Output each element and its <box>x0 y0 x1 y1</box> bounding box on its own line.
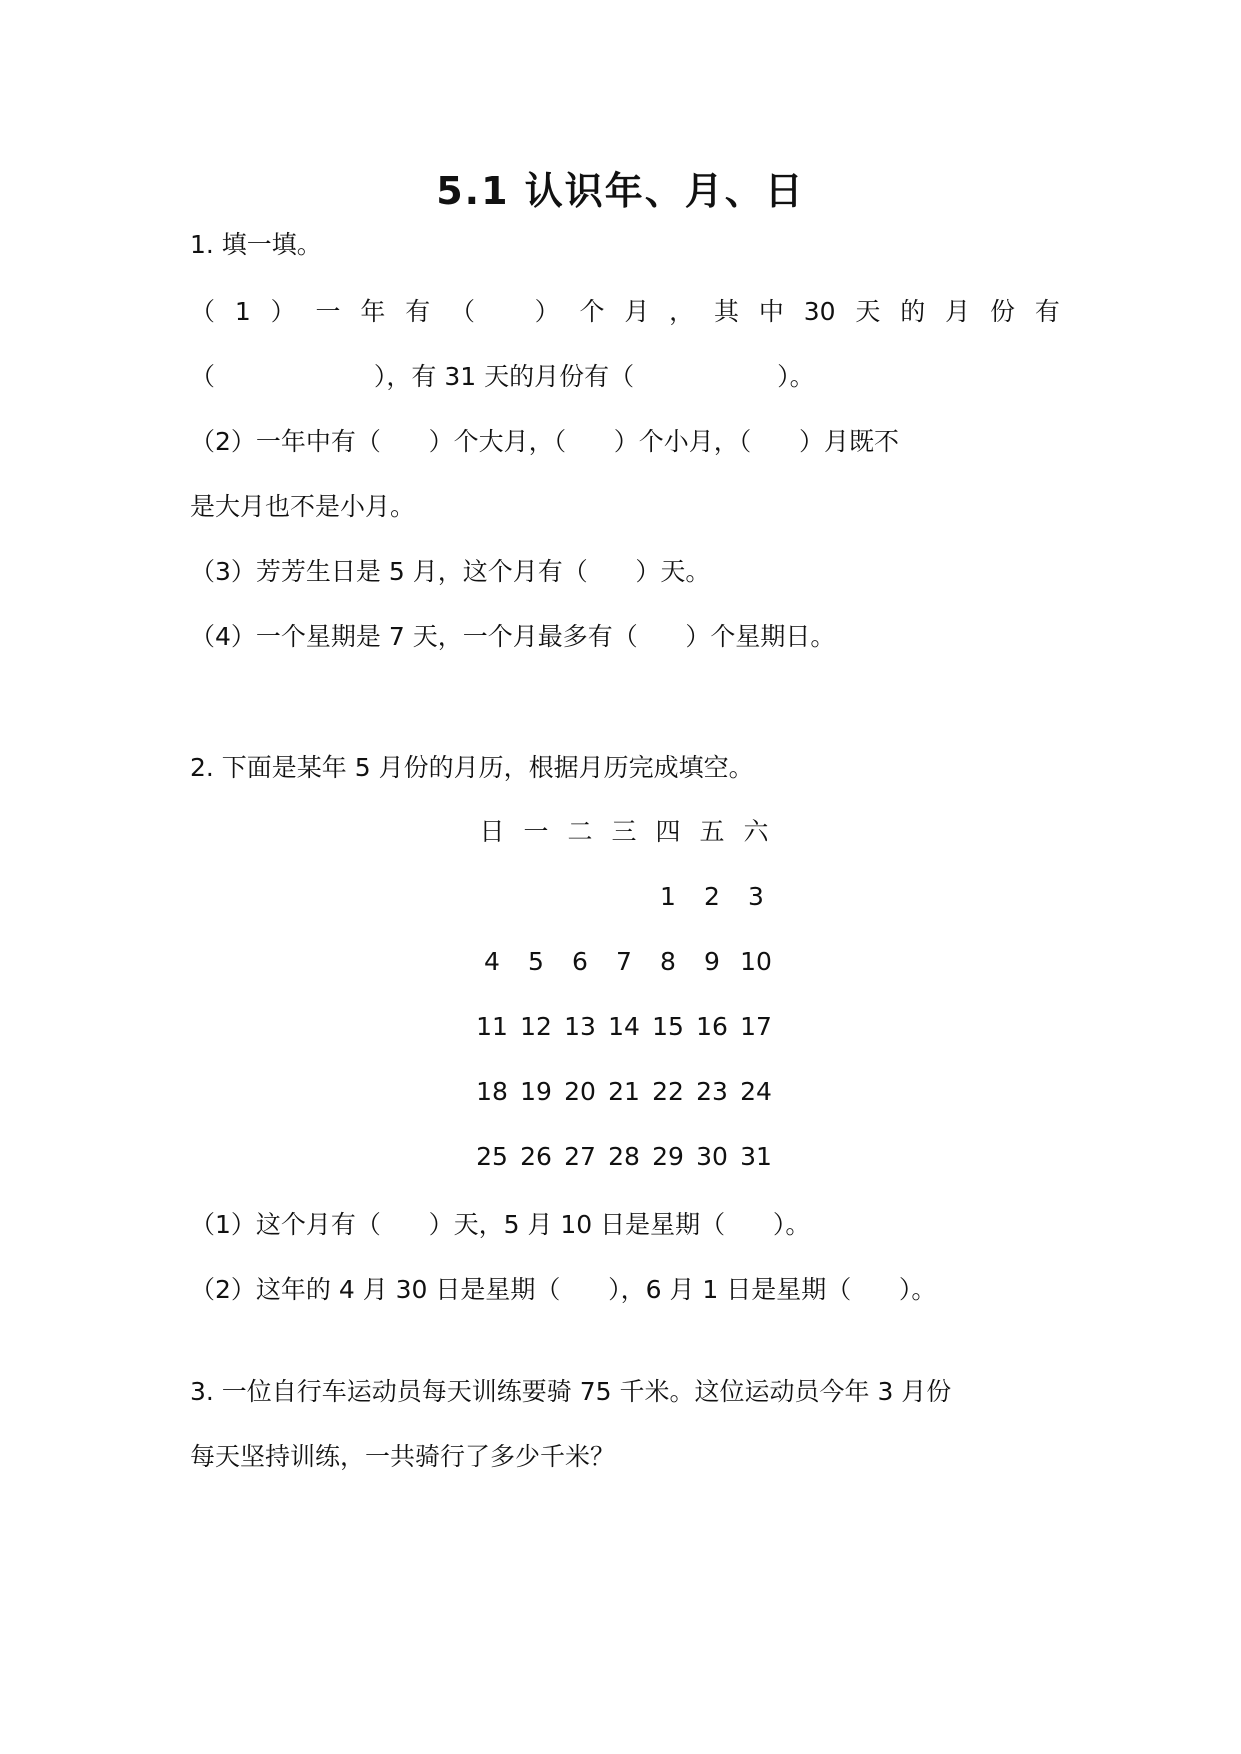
calendar-day: 23 <box>696 1077 728 1106</box>
question-1-part-1-line-2: （ ），有 31 天的月份有（ ）。 <box>190 362 815 391</box>
question-2-part-1: （1）这个月有（ ）天，5 月 10 日是星期（ ）。 <box>190 1210 811 1239</box>
calendar-day: 20 <box>564 1077 596 1106</box>
calendar-day: 16 <box>696 1012 728 1041</box>
text-char: 中 <box>758 297 784 326</box>
text-char: 其 <box>714 297 740 326</box>
calendar-day: 2 <box>704 882 720 911</box>
calendar-day: 30 <box>696 1142 728 1171</box>
weekday-label: 五 <box>699 817 725 846</box>
text-char: ） <box>270 297 296 326</box>
calendar-day: 14 <box>608 1012 640 1041</box>
calendar-day: 17 <box>740 1012 772 1041</box>
weekday-label: 四 <box>655 817 681 846</box>
calendar-week-row <box>470 1137 778 1177</box>
weekday-label: 二 <box>567 817 593 846</box>
calendar-day: 25 <box>476 1142 508 1171</box>
text-char: 1 <box>234 297 251 326</box>
weekday-label: 日 <box>479 817 505 846</box>
calendar-day: 13 <box>564 1012 596 1041</box>
calendar-day: 4 <box>484 947 500 976</box>
weekday-label: 一 <box>523 817 549 846</box>
text-char: （ <box>190 297 216 326</box>
text-char: 一 <box>315 297 341 326</box>
question-1-part-2-line-1: （2）一年中有（ ）个大月，（ ）个小月，（ ）月既不 <box>190 427 899 456</box>
question-1-part-1-line-1 <box>190 292 1060 332</box>
calendar-day: 10 <box>740 947 772 976</box>
calendar-day: 28 <box>608 1142 640 1171</box>
text-char: ， <box>669 297 695 326</box>
weekday-label: 六 <box>743 817 769 846</box>
calendar-day: 18 <box>476 1077 508 1106</box>
text-char: 有 <box>405 297 431 326</box>
calendar-week-row <box>470 1007 778 1047</box>
text-char: 月 <box>945 297 971 326</box>
calendar-week-row <box>470 942 778 982</box>
calendar <box>470 812 778 1177</box>
calendar-day: 8 <box>660 947 676 976</box>
calendar-day <box>602 877 646 917</box>
weekday-label: 三 <box>611 817 637 846</box>
text-char: 有 <box>1034 297 1060 326</box>
question-1-part-2-line-2: 是大月也不是小月。 <box>190 492 416 521</box>
calendar-day: 11 <box>476 1012 508 1041</box>
calendar-day: 3 <box>748 882 764 911</box>
calendar-day: 7 <box>616 947 632 976</box>
calendar-weekday-row <box>470 812 778 852</box>
text-char: 年 <box>360 297 386 326</box>
text-char: 30 <box>803 297 836 326</box>
calendar-day: 19 <box>520 1077 552 1106</box>
question-2-heading: 2. 下面是某年 5 月份的月历，根据月历完成填空。 <box>190 753 754 782</box>
text-char: 份 <box>989 297 1015 326</box>
calendar-day: 12 <box>520 1012 552 1041</box>
question-3-line-2: 每天坚持训练，一共骑行了多少千米？ <box>190 1442 616 1471</box>
text-char: （ <box>450 297 476 326</box>
calendar-day: 21 <box>608 1077 640 1106</box>
calendar-day: 29 <box>652 1142 684 1171</box>
calendar-day: 15 <box>652 1012 684 1041</box>
text-char: 天 <box>855 297 881 326</box>
calendar-day: 27 <box>564 1142 596 1171</box>
calendar-day: 24 <box>740 1077 772 1106</box>
question-1-heading: 1. 填一填。 <box>190 230 322 259</box>
calendar-day <box>558 877 602 917</box>
text-char: 的 <box>900 297 926 326</box>
text-char: 月 <box>624 297 650 326</box>
page-title: 5.1 认识年、月、日 <box>436 169 805 213</box>
calendar-day: 9 <box>704 947 720 976</box>
calendar-day: 26 <box>520 1142 552 1171</box>
calendar-day: 6 <box>572 947 588 976</box>
calendar-week-row <box>470 1072 778 1112</box>
calendar-week-row <box>470 877 778 917</box>
calendar-day: 5 <box>528 947 544 976</box>
calendar-day <box>470 877 514 917</box>
calendar-day: 31 <box>740 1142 772 1171</box>
text-char: 个 <box>579 297 605 326</box>
calendar-day <box>514 877 558 917</box>
question-3-line-1: 3. 一位自行车运动员每天训练要骑 75 千米。这位运动员今年 3 月份 <box>190 1377 952 1406</box>
calendar-day: 1 <box>660 882 676 911</box>
question-1-part-4: （4）一个星期是 7 天，一个月最多有（ ）个星期日。 <box>190 622 836 651</box>
question-2-part-2: （2）这年的 4 月 30 日是星期（ ），6 月 1 日是星期（ ）。 <box>190 1275 937 1304</box>
calendar-day: 22 <box>652 1077 684 1106</box>
text-char: ） <box>534 297 560 326</box>
question-1-part-3: （3）芳芳生日是 5 月，这个月有（ ）天。 <box>190 557 711 586</box>
